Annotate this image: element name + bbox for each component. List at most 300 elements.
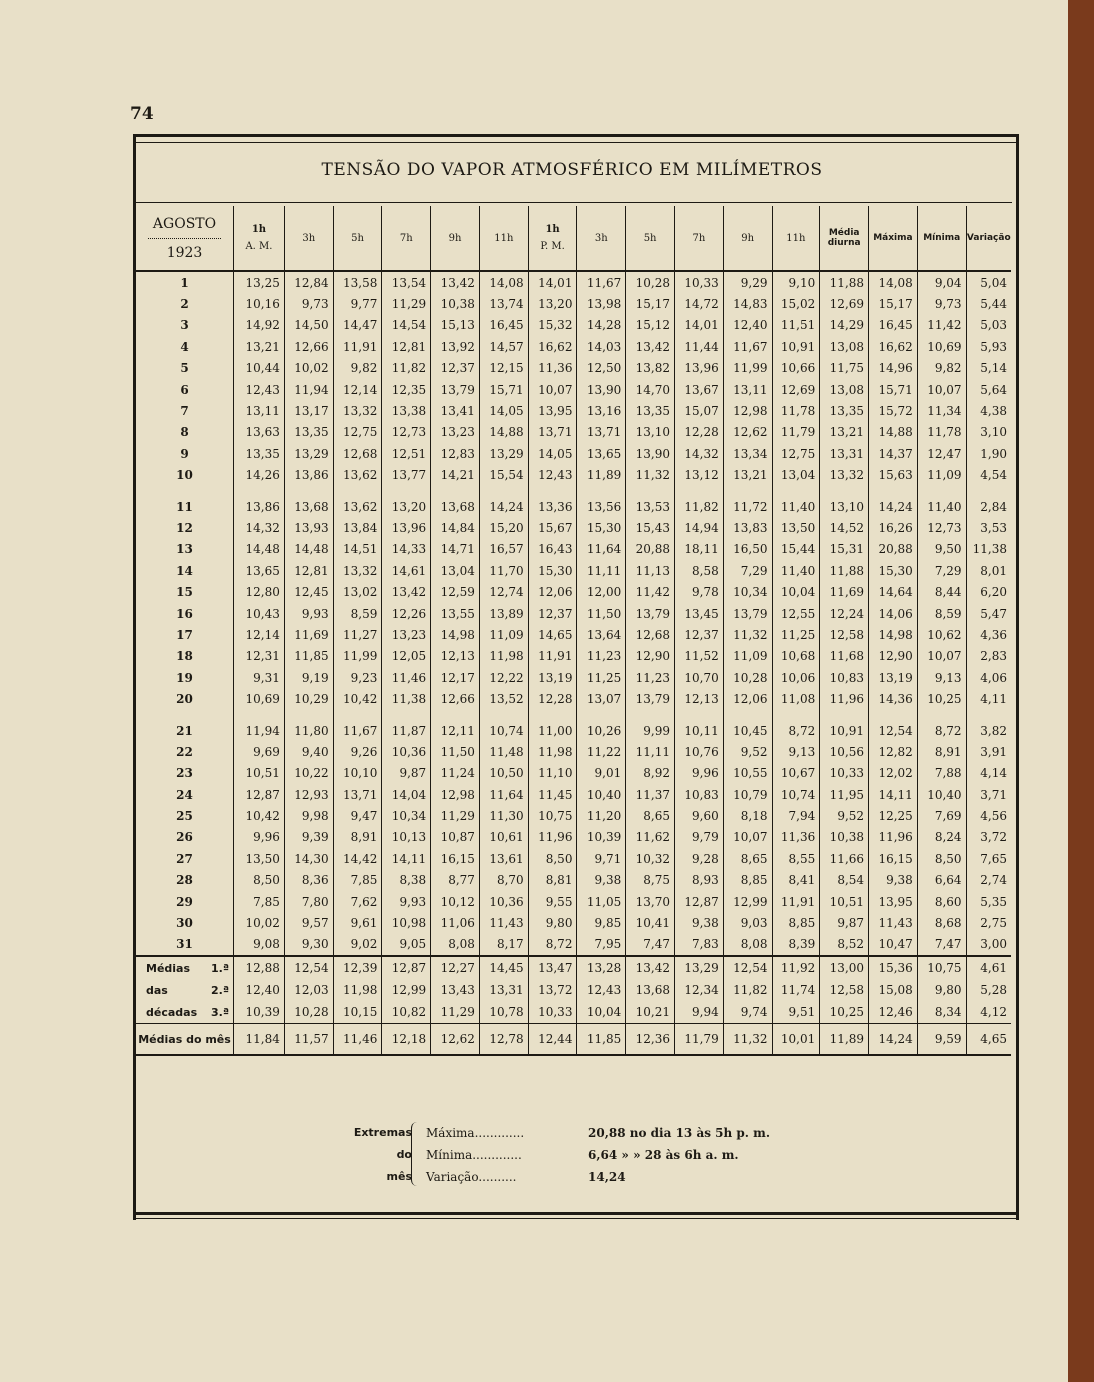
value-cell: 12,98 [431, 784, 480, 805]
value-cell: 13,79 [626, 688, 675, 709]
value-cell: 7,65 [966, 848, 1011, 869]
value-cell: 11,82 [674, 496, 723, 517]
value-cell: 13,35 [626, 400, 675, 421]
value-cell: 14,88 [479, 422, 528, 443]
decade-value-cell: 13,42 [626, 956, 675, 979]
value-cell: 15,54 [479, 465, 528, 486]
value-cell: 11,22 [577, 741, 626, 762]
month-mean-cell: 12,62 [431, 1024, 480, 1056]
value-cell: 9,77 [333, 293, 382, 314]
value-cell: 11,91 [528, 646, 577, 667]
value-cell: 9,13 [772, 741, 820, 762]
value-cell: 13,54 [382, 271, 431, 293]
value-cell: 10,43 [234, 603, 285, 624]
decade-value-cell: 15,36 [869, 956, 918, 979]
value-cell: 14,33 [382, 539, 431, 560]
value-cell: 13,98 [577, 293, 626, 314]
value-cell: 13,42 [431, 271, 480, 293]
month-mean-cell: 10,01 [772, 1024, 820, 1056]
value-cell: 5,47 [966, 603, 1011, 624]
month-mean-cell: 11,46 [333, 1024, 382, 1056]
value-cell: 11,96 [820, 688, 869, 709]
value-cell: 8,85 [772, 912, 820, 933]
value-cell: 11,36 [772, 827, 820, 848]
vapor-table [136, 206, 1011, 1056]
table-row [136, 379, 1011, 400]
header-7pm: 7h [674, 206, 723, 271]
value-cell: 11,94 [234, 720, 285, 741]
month-mean-cell: 11,89 [820, 1024, 869, 1056]
value-cell: 11,42 [917, 315, 966, 336]
value-cell: 12,59 [431, 581, 480, 602]
decade-value-cell: 10,82 [382, 1001, 431, 1024]
month-mean-row [136, 1024, 1011, 1056]
value-cell: 16,43 [528, 539, 577, 560]
month-mean-cell: 12,44 [528, 1024, 577, 1056]
value-cell: 11,27 [333, 624, 382, 645]
day-cell: 21 [176, 723, 193, 738]
decade-index: 2.ª [211, 983, 230, 997]
value-cell: 13,19 [869, 667, 918, 688]
value-cell: 14,57 [479, 336, 528, 357]
value-cell: 8,81 [528, 870, 577, 891]
value-cell: 12,13 [674, 688, 723, 709]
month-mean-cell: 14,24 [869, 1024, 918, 1056]
decade-value-cell: 13,31 [479, 979, 528, 1001]
decade-value-cell: 5,28 [966, 979, 1011, 1001]
value-cell: 7,83 [674, 934, 723, 956]
decade-value-cell: 13,28 [577, 956, 626, 979]
value-cell: 16,50 [723, 539, 772, 560]
decade-value-cell: 13,43 [431, 979, 480, 1001]
value-cell: 12,22 [479, 667, 528, 688]
value-cell: 9,73 [284, 293, 333, 314]
extremes-label-do: do [396, 1148, 412, 1161]
value-cell: 10,42 [333, 688, 382, 709]
value-cell: 14,94 [674, 517, 723, 538]
extremes-max-label: Máxima............. [426, 1126, 525, 1140]
value-cell: 10,07 [917, 646, 966, 667]
value-cell: 12,15 [479, 358, 528, 379]
value-cell: 11,88 [820, 560, 869, 581]
value-cell: 8,85 [723, 870, 772, 891]
value-cell: 4,38 [966, 400, 1011, 421]
value-cell: 9,93 [284, 603, 333, 624]
value-cell: 13,21 [820, 422, 869, 443]
value-cell: 11,52 [674, 646, 723, 667]
value-cell: 10,69 [917, 336, 966, 357]
table-row [136, 271, 1011, 293]
decade-index: 1.ª [211, 961, 230, 975]
value-cell: 8,65 [723, 848, 772, 869]
value-cell: 11,68 [820, 646, 869, 667]
table-row [136, 667, 1011, 688]
value-cell: 4,06 [966, 667, 1011, 688]
value-cell: 15,43 [626, 517, 675, 538]
value-cell: 14,24 [869, 496, 918, 517]
value-cell: 14,84 [431, 517, 480, 538]
value-cell: 15,72 [869, 400, 918, 421]
value-cell: 1,90 [966, 443, 1011, 464]
decade-value-cell: 10,78 [479, 1001, 528, 1024]
value-cell: 13,90 [626, 443, 675, 464]
value-cell: 8,68 [917, 912, 966, 933]
value-cell: 13,32 [333, 400, 382, 421]
value-cell: 14,11 [382, 848, 431, 869]
value-cell: 16,45 [869, 315, 918, 336]
value-cell: 14,52 [820, 517, 869, 538]
decade-value-cell: 15,08 [869, 979, 918, 1001]
value-cell: 15,20 [479, 517, 528, 538]
decade-value-cell: 10,15 [333, 1001, 382, 1024]
value-cell: 13,55 [431, 603, 480, 624]
value-cell: 9,47 [333, 805, 382, 826]
value-cell: 3,72 [966, 827, 1011, 848]
value-cell: 11,72 [723, 496, 772, 517]
value-cell: 12,82 [869, 741, 918, 762]
decade-value-cell: 12,99 [382, 979, 431, 1001]
value-cell: 6,20 [966, 581, 1011, 602]
value-cell: 14,29 [820, 315, 869, 336]
value-cell: 14,47 [333, 315, 382, 336]
table-title: TENSÃO DO VAPOR ATMOSFÉRICO EM MILÍMETROS [321, 160, 823, 180]
value-cell: 11,20 [577, 805, 626, 826]
decade-value-cell: 9,74 [723, 1001, 772, 1024]
value-cell: 2,84 [966, 496, 1011, 517]
value-cell: 13,21 [234, 336, 285, 357]
value-cell: 10,70 [674, 667, 723, 688]
value-cell: 10,33 [820, 763, 869, 784]
value-cell: 11,25 [772, 624, 820, 645]
decade-label-cell [136, 956, 234, 979]
table-row [136, 336, 1011, 357]
value-cell: 12,02 [869, 763, 918, 784]
value-cell: 9,03 [723, 912, 772, 933]
value-cell: 4,56 [966, 805, 1011, 826]
value-cell: 3,91 [966, 741, 1011, 762]
value-cell: 14,08 [479, 271, 528, 293]
decade-value-cell: 12,39 [333, 956, 382, 979]
header-11am: 11h [479, 206, 528, 271]
value-cell: 10,83 [674, 784, 723, 805]
value-cell: 12,84 [284, 271, 333, 293]
value-cell: 14,50 [284, 315, 333, 336]
value-cell: 11,94 [284, 379, 333, 400]
decade-value-cell: 11,92 [772, 956, 820, 979]
value-cell: 8,92 [626, 763, 675, 784]
value-cell: 10,42 [234, 805, 285, 826]
value-cell: 10,07 [528, 379, 577, 400]
value-cell: 12,73 [917, 517, 966, 538]
day-cell: 27 [176, 851, 193, 866]
value-cell: 8,91 [333, 827, 382, 848]
header-row [136, 206, 1011, 271]
decade-value-cell: 12,34 [674, 979, 723, 1001]
value-cell: 12,11 [431, 720, 480, 741]
value-cell: 14,08 [869, 271, 918, 293]
value-cell: 9,40 [284, 741, 333, 762]
value-cell: 11,78 [772, 400, 820, 421]
decade-value-cell: 12,58 [820, 979, 869, 1001]
value-cell: 10,74 [479, 720, 528, 741]
value-cell: 13,79 [431, 379, 480, 400]
value-cell: 12,37 [528, 603, 577, 624]
value-cell: 20,88 [869, 539, 918, 560]
value-cell: 10,10 [333, 763, 382, 784]
value-cell: 11,91 [772, 891, 820, 912]
value-cell: 9,78 [674, 581, 723, 602]
value-cell: 11,80 [284, 720, 333, 741]
day-cell: 4 [180, 339, 189, 354]
value-cell: 14,01 [528, 271, 577, 293]
value-cell: 10,69 [234, 688, 285, 709]
table-row [136, 560, 1011, 581]
table-row [136, 720, 1011, 741]
decade-value-cell: 8,34 [917, 1001, 966, 1024]
value-cell: 12,26 [382, 603, 431, 624]
value-cell: 12,99 [723, 891, 772, 912]
decade-value-cell: 11,29 [431, 1001, 480, 1024]
value-cell: 9,38 [674, 912, 723, 933]
value-cell: 16,57 [479, 539, 528, 560]
day-cell: 5 [180, 361, 189, 376]
value-cell: 8,18 [723, 805, 772, 826]
table-row [136, 465, 1011, 486]
value-cell: 14,32 [234, 517, 285, 538]
value-cell: 4,14 [966, 763, 1011, 784]
decade-value-cell: 9,51 [772, 1001, 820, 1024]
value-cell: 13,45 [674, 603, 723, 624]
value-cell: 11,46 [382, 667, 431, 688]
day-cell: 13 [176, 542, 193, 557]
day-cell: 15 [176, 585, 193, 600]
value-cell: 12,90 [869, 646, 918, 667]
value-cell: 13,86 [284, 465, 333, 486]
decade-value-cell: 4,12 [966, 1001, 1011, 1024]
value-cell: 13,17 [284, 400, 333, 421]
value-cell: 11,50 [431, 741, 480, 762]
value-cell: 10,29 [284, 688, 333, 709]
value-cell: 9,96 [234, 827, 285, 848]
table-row [136, 624, 1011, 645]
value-cell: 13,61 [479, 848, 528, 869]
value-cell: 7,47 [917, 934, 966, 956]
value-cell: 11,43 [479, 912, 528, 933]
value-cell: 10,02 [234, 912, 285, 933]
value-cell: 12,14 [234, 624, 285, 645]
value-cell: 5,44 [966, 293, 1011, 314]
decade-value-cell: 13,68 [626, 979, 675, 1001]
value-cell: 9,87 [382, 763, 431, 784]
value-cell: 9,02 [333, 934, 382, 956]
decade-value-cell: 10,39 [234, 1001, 285, 1024]
value-cell: 13,36 [528, 496, 577, 517]
value-cell: 11,50 [577, 603, 626, 624]
value-cell: 8,24 [917, 827, 966, 848]
decade-value-cell: 13,47 [528, 956, 577, 979]
value-cell: 11,06 [431, 912, 480, 933]
value-cell: 11,78 [917, 422, 966, 443]
day-cell: 8 [180, 425, 189, 440]
value-cell: 15,32 [528, 315, 577, 336]
day-cell: 31 [176, 937, 193, 952]
day-cell: 11 [176, 499, 193, 514]
value-cell: 13,35 [234, 443, 285, 464]
value-cell: 13,35 [284, 422, 333, 443]
value-cell: 11,11 [626, 741, 675, 762]
value-cell: 2,83 [966, 646, 1011, 667]
value-cell: 11,98 [479, 646, 528, 667]
value-cell: 9,57 [284, 912, 333, 933]
value-cell: 11,38 [382, 688, 431, 709]
decade-value-cell: 12,46 [869, 1001, 918, 1024]
value-cell: 8,54 [820, 870, 869, 891]
extremes-min-value: 6,64 » » 28 às 6h a. m. [588, 1148, 739, 1162]
value-cell: 9,30 [284, 934, 333, 956]
value-cell: 10,87 [431, 827, 480, 848]
value-cell: 13,32 [820, 465, 869, 486]
value-cell: 8,55 [772, 848, 820, 869]
value-cell: 7,80 [284, 891, 333, 912]
value-cell: 8,39 [772, 934, 820, 956]
value-cell: 15,12 [626, 315, 675, 336]
table-row [136, 443, 1011, 464]
value-cell: 9,29 [723, 271, 772, 293]
value-cell: 3,00 [966, 934, 1011, 956]
decade-value-cell: 12,27 [431, 956, 480, 979]
value-cell: 8,38 [382, 870, 431, 891]
extremes-var-value: 14,24 [588, 1170, 626, 1184]
value-cell: 11,79 [772, 422, 820, 443]
value-cell: 14,70 [626, 379, 675, 400]
value-cell: 12,58 [820, 624, 869, 645]
value-cell: 11,64 [479, 784, 528, 805]
value-cell: 8,41 [772, 870, 820, 891]
value-cell: 16,62 [869, 336, 918, 357]
value-cell: 9,82 [917, 358, 966, 379]
value-cell: 10,51 [234, 763, 285, 784]
value-cell: 9,96 [674, 763, 723, 784]
value-cell: 8,72 [528, 934, 577, 956]
frame-bottom-rule-thin [133, 1218, 1019, 1219]
value-cell: 9,50 [917, 539, 966, 560]
value-cell: 12,66 [431, 688, 480, 709]
value-cell: 13,56 [577, 496, 626, 517]
value-cell: 11,88 [820, 271, 869, 293]
value-cell: 10,44 [234, 358, 285, 379]
value-cell: 7,69 [917, 805, 966, 826]
value-cell: 11,45 [528, 784, 577, 805]
value-cell: 13,25 [234, 271, 285, 293]
value-cell: 13,20 [528, 293, 577, 314]
value-cell: 11,99 [723, 358, 772, 379]
value-cell: 11,10 [528, 763, 577, 784]
day-cell: 29 [176, 894, 193, 909]
value-cell: 11,67 [577, 271, 626, 293]
decade-value-cell: 12,54 [723, 956, 772, 979]
month-mean-label: Médias do mês [136, 1024, 234, 1056]
value-cell: 12,69 [820, 293, 869, 314]
extremes-label-mes: mês [386, 1170, 412, 1183]
value-cell: 16,26 [869, 517, 918, 538]
value-cell: 12,54 [869, 720, 918, 741]
value-cell: 7,88 [917, 763, 966, 784]
value-cell: 10,79 [723, 784, 772, 805]
decade-row-1 [136, 956, 1011, 979]
value-cell: 10,22 [284, 763, 333, 784]
value-cell: 13,58 [333, 271, 382, 293]
table-row [136, 315, 1011, 336]
value-cell: 12,05 [382, 646, 431, 667]
decade-value-cell: 10,04 [577, 1001, 626, 1024]
value-cell: 12,55 [772, 603, 820, 624]
day-cell: 25 [176, 809, 193, 824]
header-1am: 1h A. M. [234, 206, 285, 271]
value-cell: 11,66 [820, 848, 869, 869]
value-cell: 13,68 [284, 496, 333, 517]
value-cell: 12,31 [234, 646, 285, 667]
decade-value-cell: 11,98 [333, 979, 382, 1001]
value-cell: 15,17 [626, 293, 675, 314]
value-cell: 9,82 [333, 358, 382, 379]
value-cell: 9,61 [333, 912, 382, 933]
header-7am: 7h [382, 206, 431, 271]
day-cell: 24 [176, 787, 193, 802]
month-mean-cell: 12,36 [626, 1024, 675, 1056]
value-cell: 12,75 [333, 422, 382, 443]
value-cell: 9,38 [869, 870, 918, 891]
value-cell: 15,30 [869, 560, 918, 581]
value-cell: 11,23 [577, 646, 626, 667]
value-cell: 13,67 [674, 379, 723, 400]
value-cell: 10,02 [284, 358, 333, 379]
decade-label-medias: Médias [146, 961, 191, 975]
value-cell: 13,92 [431, 336, 480, 357]
value-cell: 11,96 [869, 827, 918, 848]
value-cell: 10,61 [479, 827, 528, 848]
value-cell: 4,36 [966, 624, 1011, 645]
value-cell: 8,70 [479, 870, 528, 891]
day-cell: 20 [176, 692, 193, 707]
value-cell: 5,03 [966, 315, 1011, 336]
value-cell: 14,24 [479, 496, 528, 517]
value-cell: 9,55 [528, 891, 577, 912]
value-cell: 11,69 [820, 581, 869, 602]
value-cell: 11,42 [626, 581, 675, 602]
value-cell: 14,92 [234, 315, 285, 336]
value-cell: 14,03 [577, 336, 626, 357]
value-cell: 13,79 [626, 603, 675, 624]
value-cell: 12,87 [234, 784, 285, 805]
value-cell: 13,71 [333, 784, 382, 805]
value-cell: 13,38 [382, 400, 431, 421]
extremes-brace [411, 1122, 420, 1186]
value-cell: 5,64 [966, 379, 1011, 400]
value-cell: 13,77 [382, 465, 431, 486]
table-row [136, 293, 1011, 314]
value-cell: 12,73 [382, 422, 431, 443]
value-cell: 9,10 [772, 271, 820, 293]
value-cell: 14,06 [869, 603, 918, 624]
value-cell: 10,91 [772, 336, 820, 357]
title-rule [136, 202, 1012, 203]
day-cell: 14 [176, 563, 193, 578]
value-cell: 11,95 [820, 784, 869, 805]
value-cell: 7,29 [917, 560, 966, 581]
table-row [136, 517, 1011, 538]
value-cell: 14,48 [284, 539, 333, 560]
value-cell: 11,67 [723, 336, 772, 357]
